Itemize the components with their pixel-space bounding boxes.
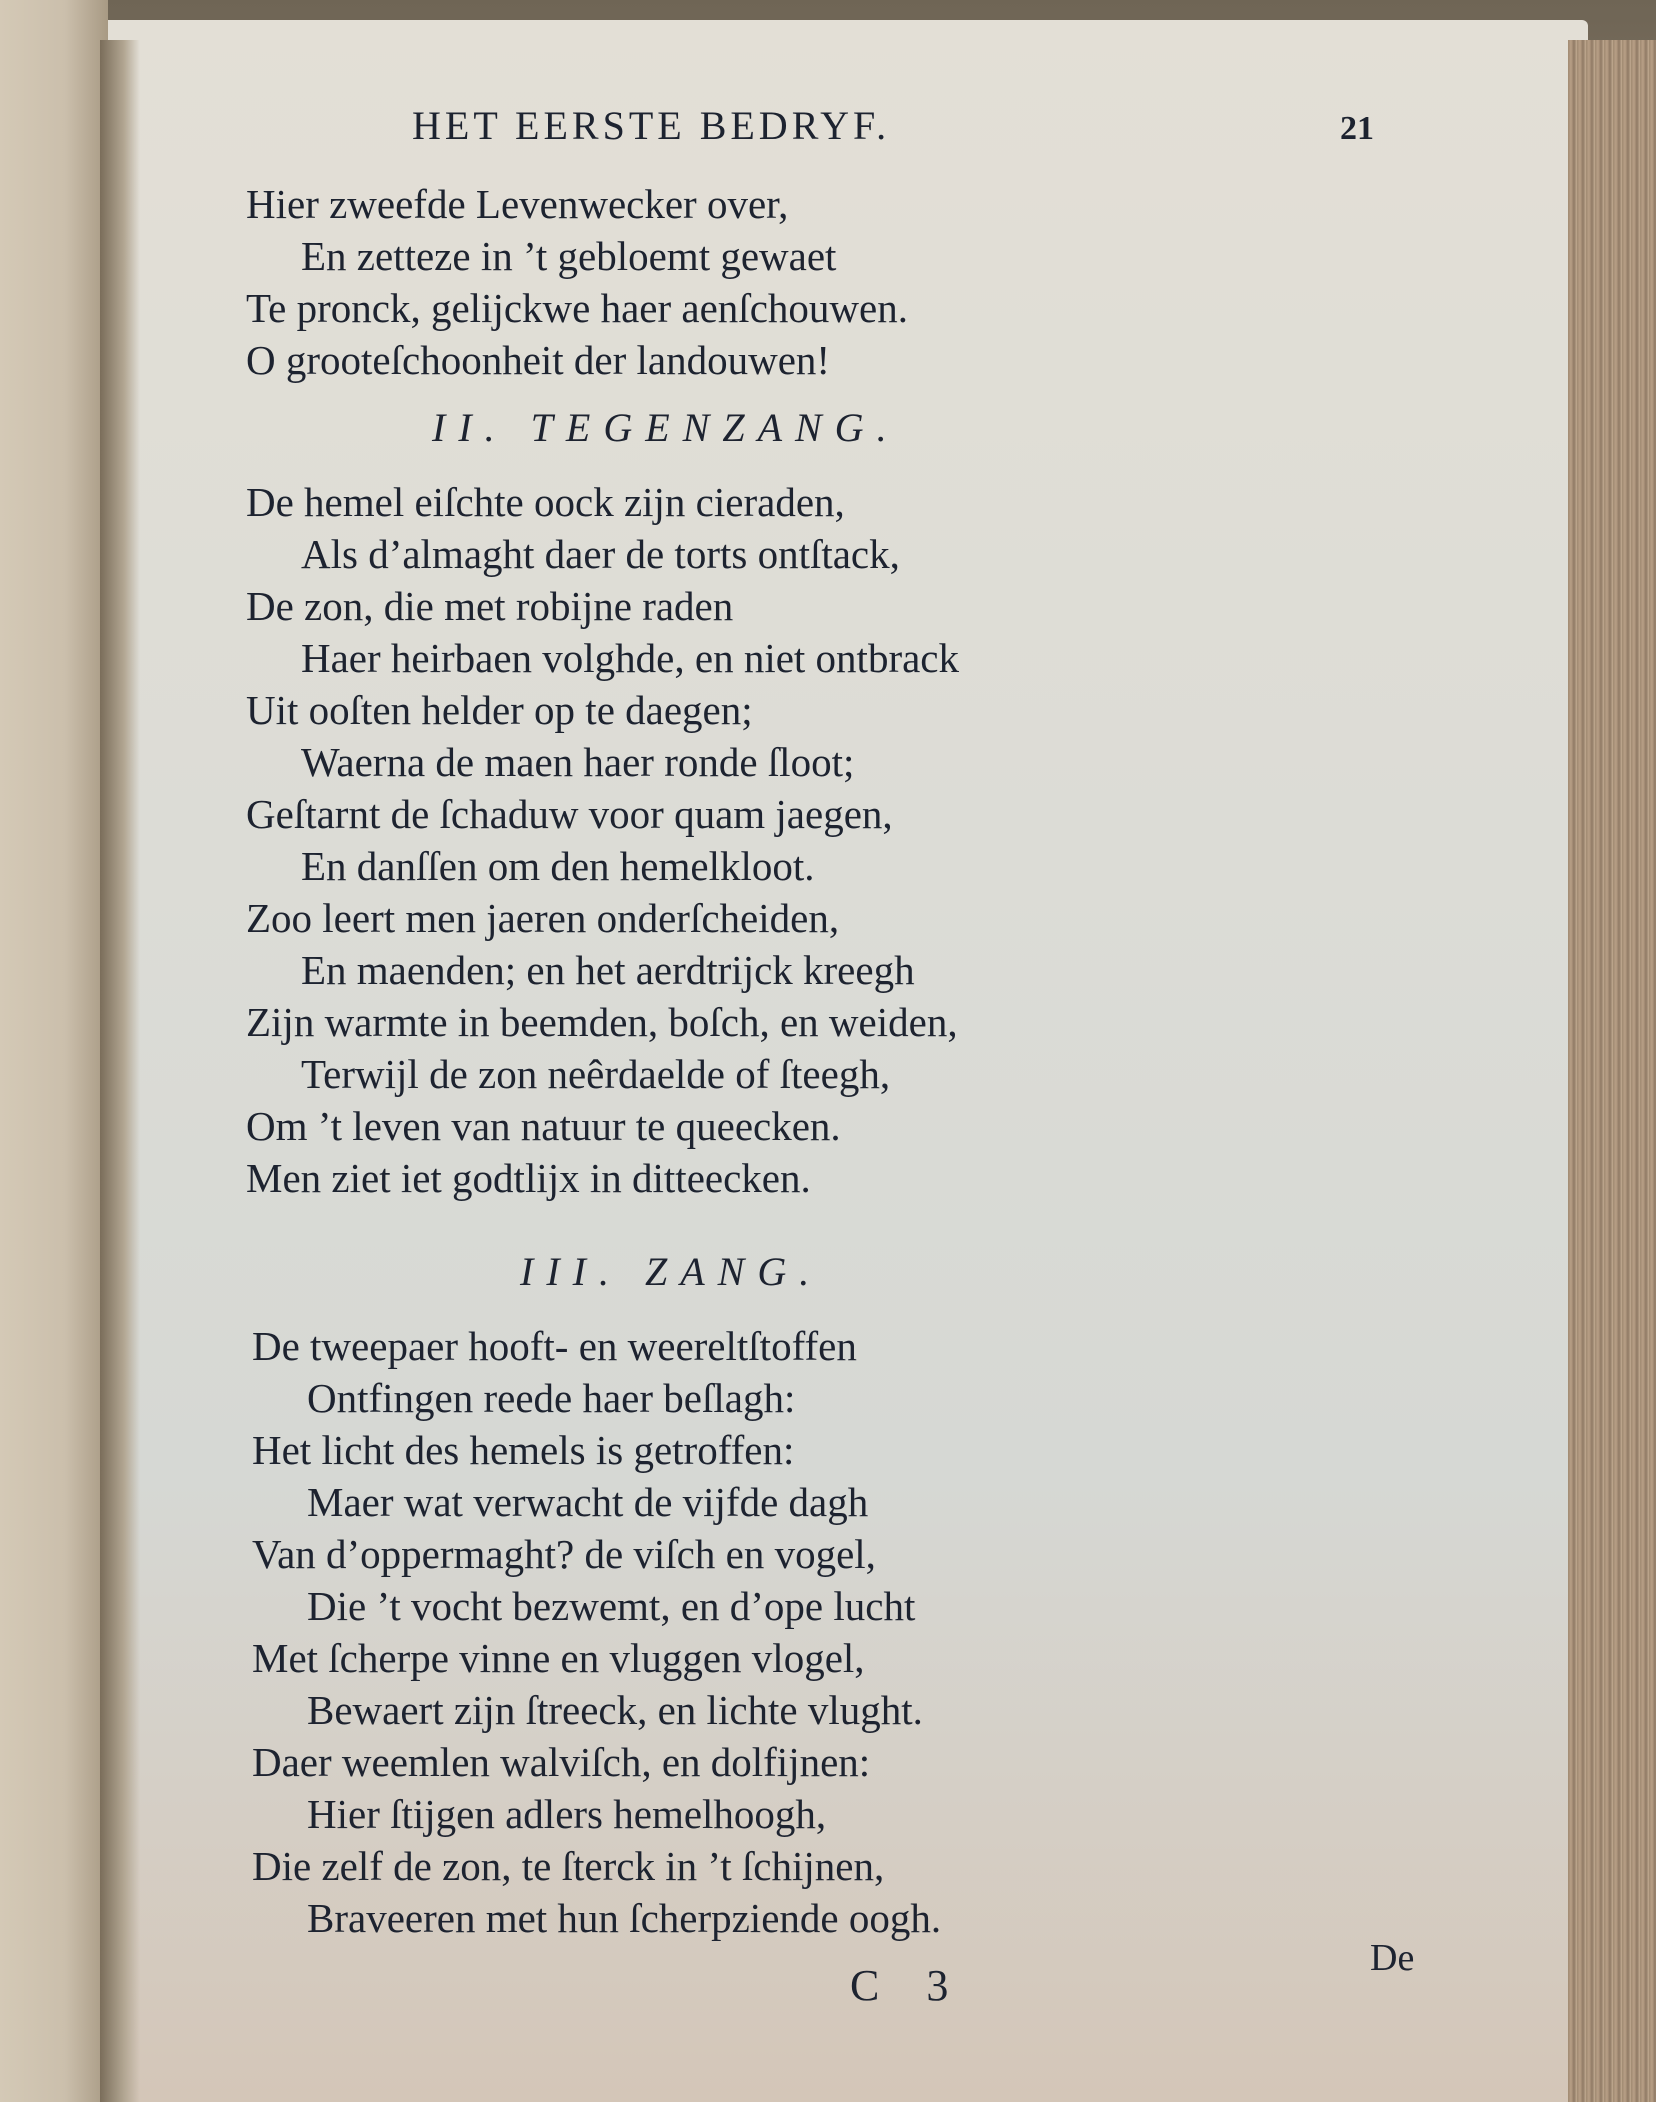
stanza-3-zang <box>252 1320 1252 1944</box>
verse-line: Geſtarnt de ſchaduw voor quam jaegen, <box>246 791 893 837</box>
verse-line: Als d’almaght daer de torts ontſtack, <box>301 531 900 577</box>
verse-line: Die ’t vocht bezwemt, en d’ope lucht <box>307 1583 916 1629</box>
verse-line: De hemel eiſchte oock zijn cieraden, <box>246 479 845 525</box>
verse-line: Uit ooſten helder op te daegen; <box>246 687 753 733</box>
verse-line: De zon, die met robijne raden <box>246 583 734 629</box>
verse-line: En danſſen om den hemelkloot. <box>301 843 815 889</box>
running-head: HET EERSTE BEDRYF. <box>412 103 891 148</box>
page-fore-edge <box>1568 40 1656 2102</box>
verse-line: De tweepaer hooft- en weereltſtoffen <box>252 1323 857 1369</box>
verse-line: Om ’t leven van natuur te queecken. <box>246 1103 841 1149</box>
verse-line: O grooteſchoonheit der landouwen! <box>246 337 831 383</box>
verse-line: Te pronck, gelijckwe haer aenſchouwen. <box>246 285 908 331</box>
catchword: De <box>1370 1937 1415 1979</box>
stanza-1 <box>246 178 1246 386</box>
verse-line: En maenden; en het aerdtrijck kreegh <box>301 947 915 993</box>
verse-line: Met ſcherpe vinne en vluggen vlogel, <box>252 1635 865 1681</box>
verse-line: Hier zweefde Levenwecker over, <box>246 181 789 227</box>
verse-line: Bewaert zijn ſtreeck, en lichte vlught. <box>307 1687 923 1733</box>
stanza-2-tegenzang <box>246 476 1246 1204</box>
verse-line: Ontfingen reede haer beſlagh: <box>307 1375 796 1421</box>
verse-line: Haer heirbaen volghde, en niet ontbrack <box>301 635 960 681</box>
verse-line: Zijn warmte in beemden, boſch, en weiden, <box>246 999 958 1045</box>
verse-line: Daer weemlen walviſch, en dolfijnen: <box>252 1739 871 1785</box>
verse-line: Die zelf de zon, te ſterck in ’t ſchijnen, <box>252 1843 885 1889</box>
left-page-edge <box>0 0 108 2102</box>
verse-line: Terwijl de zon neêrdaelde of ſteegh, <box>301 1051 891 1097</box>
page-number: 21 <box>1340 110 1374 147</box>
verse-line: Men ziet iet godtlijx in ditteecken. <box>246 1155 811 1201</box>
section-title-zang: III. ZANG. <box>520 1249 823 1294</box>
section-title-tegenzang: II. TEGENZANG. <box>432 405 900 450</box>
verse-line: En zetteze in ’t gebloemt gewaet <box>301 233 837 279</box>
verse-line: Zoo leert men jaeren onderſcheiden, <box>246 895 840 941</box>
verse-line: Maer wat verwacht de vijfde dagh <box>307 1479 869 1525</box>
verse-line: Braveeren met hun ſcherpziende oogh. <box>307 1895 942 1941</box>
signature-mark: C 3 <box>850 1961 967 2010</box>
verse-line: Hier ſtijgen adlers hemelhoogh, <box>307 1791 827 1837</box>
verse-line: Van d’oppermaght? de viſch en vogel, <box>252 1531 876 1577</box>
verse-line: Waerna de maen haer ronde ſloot; <box>301 739 855 785</box>
page-gutter-shadow <box>100 40 140 2102</box>
verse-line: Het licht des hemels is getroffen: <box>252 1427 795 1473</box>
